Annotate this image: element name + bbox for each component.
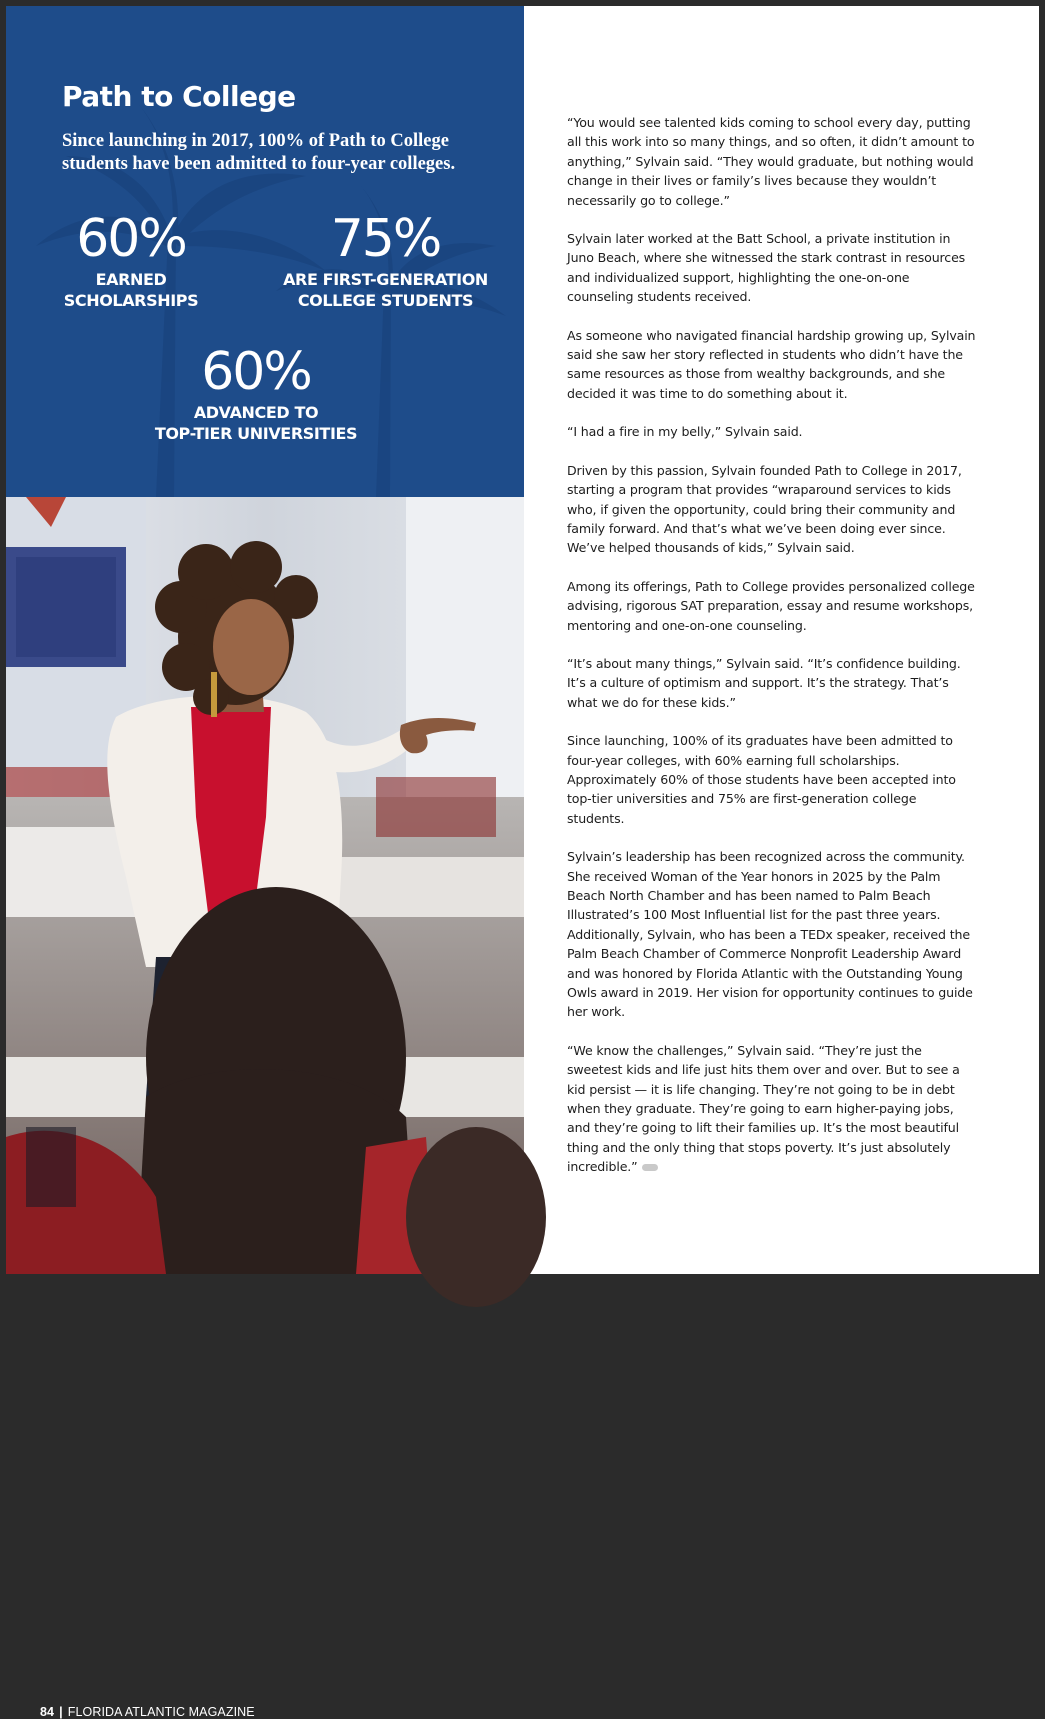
panel-subtitle: Since launching in 2017, 100% of Path to College students have been admitted to four-year colleges. — [62, 131, 456, 174]
stat-label-line2: TOP-TIER UNIVERSITIES — [154, 424, 358, 443]
footer-separator: | — [59, 1705, 63, 1719]
stat-first-generation — [278, 209, 493, 311]
stat-label-line1: ADVANCED TO — [193, 403, 319, 422]
stat-value: 60% — [76, 209, 186, 269]
article-paragraph: Since launching, 100% of its graduates have been admitted to four-year colleges, with 60% earning full scholarships. Approximately 60% of those students have been accepted into top-tier universities and 75% are first-generation college students. — [567, 733, 956, 826]
stat-earned-scholarships — [36, 209, 226, 311]
path-to-college-panel — [6, 6, 524, 497]
stat-label-line1: EARNED — [95, 270, 167, 289]
stat-value: 75% — [330, 209, 441, 269]
stat-label-line1: ARE FIRST-GENERATION — [283, 270, 488, 289]
article-paragraph: Sylvain’s leadership has been recognized across the community. She received Woman of the Year honors in 2025 by the Palm Beach North Chamber and has been named to Palm Beach Illustrated’s 100 Most Influential list for the past three years. Additionally, Sylvain, who has been a TEDx speaker, received the Palm Beach Chamber of Commerce Nonprofit Leadership Award and was honored by Florida Atlantic with the Outstanding Young Owls award in 2019. Her vision for opportunity continues to guide her work. — [567, 849, 973, 1020]
stat-top-tier-universities — [146, 342, 366, 444]
article-paragraph: “It’s about many things,” Sylvain said. “It’s confidence building. It’s a culture of optimism and support. It’s the strategy. That’s what we do for these kids.” — [567, 655, 961, 710]
panel-title: Path to College — [62, 80, 296, 113]
page-number: 84 — [40, 1705, 55, 1719]
page-footer — [40, 1705, 255, 1719]
stat-label-line2: COLLEGE STUDENTS — [297, 291, 474, 310]
speaker-photo-illustration — [6, 497, 524, 1274]
article-body — [567, 113, 977, 1196]
article-paragraph-text: “We know the challenges,” Sylvain said. “They’re just the sweetest kids and life just hits them over and over. But to see a kid persist — it is life changing. They’re not going to be in debt when they graduate. They’re going to earn higher-paying jobs, and they’re going to lift their families up. It’s the most beautiful thing and the only thing that stops poverty. It’s just absolutely incredible.” — [567, 1042, 960, 1175]
article-final-paragraph — [567, 1041, 977, 1177]
stat-value: 60% — [201, 342, 311, 402]
magazine-page — [6, 6, 1039, 1719]
article-paragraph: Sylvain later worked at the Batt School, a private institution in Juno Beach, where she witnessed the stark contrast in resources and individualized support, highlighting the one-on-one counseling students received. — [567, 231, 966, 305]
publication-name: FLORIDA ATLANTIC MAGAZINE — [67, 1705, 255, 1719]
end-of-article-icon — [642, 1164, 658, 1171]
article-paragraph: “I had a fire in my belly,” Sylvain said. — [567, 424, 803, 440]
article-paragraph: Driven by this passion, Sylvain founded Path to College in 2017, starting a program that provides “wraparound services to kids who, if given the opportunity, could bring their community and family forward. And that’s what we’ve been doing ever since. We’ve helped thousands of kids,” Sylvain said. — [567, 462, 962, 556]
article-paragraph: Among its offerings, Path to College provides personalized college advising, rigorous SAT preparation, essay and resume workshops, mentoring and one-on-one counseling. — [567, 578, 975, 633]
classroom-photo — [6, 497, 524, 1719]
article-paragraph: As someone who navigated financial hardship growing up, Sylvain said she saw her story reflected in students who didn’t have the same resources as those from wealthy backgrounds, and she decided it was time to do something about it. — [567, 327, 976, 401]
stat-label-line2: SCHOLARSHIPS — [63, 291, 199, 310]
article-paragraph: “You would see talented kids coming to school every day, putting all this work into so many things, and so often, it didn’t amount to anything,” Sylvain said. “They would graduate, but nothing would change in their lives or family’s lives because they wouldn’t necessarily go to college.” — [567, 115, 975, 208]
